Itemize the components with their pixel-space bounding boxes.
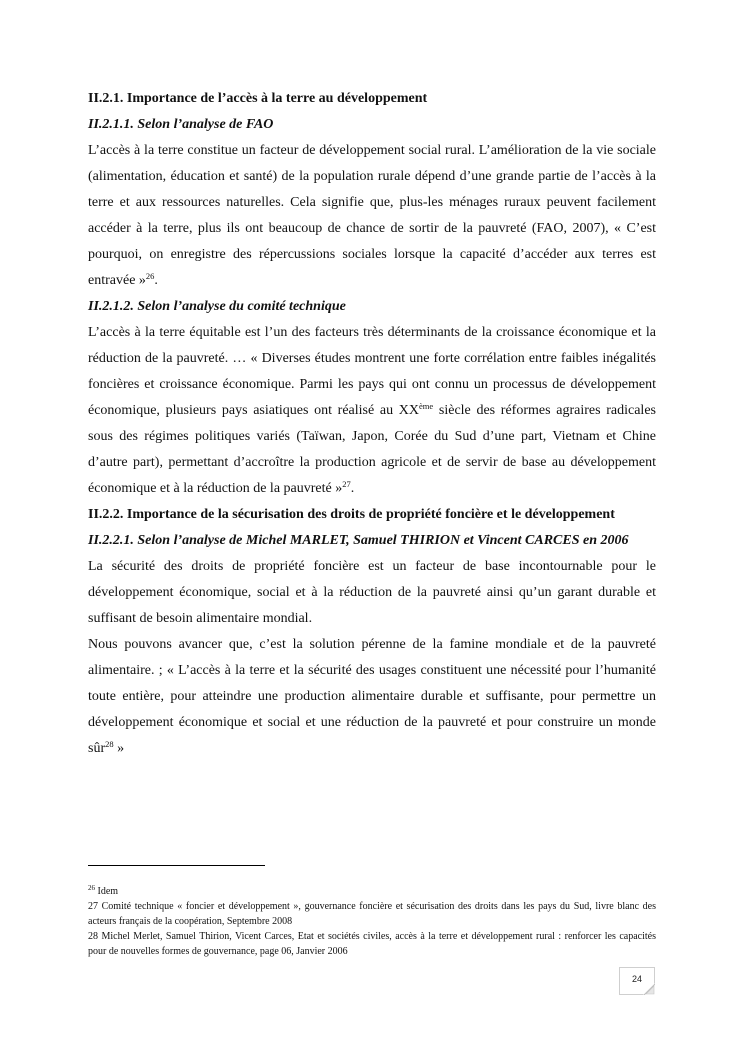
paragraph-comite-text-a: L’accès à la terre équitable est l’un des facteurs très déterminants de la croissance économique et la réduction de la pauvreté. … « Diverses études montrent une forte corrélation entre faibles inégalités foncières et croissance économique. Parmi les pays qui ont connu un processus de développement économique, plusieurs pays asiatiques ont réalisé au XX (88, 325, 656, 418)
paragraph-solution-text: Nous pouvons avancer que, c’est la solution pérenne de la famine mondiale et de la pauvreté alimentaire. ; « L’accès à la terre et la sécurité des usages constituent une nécessité pour l’humanité toute entière, pour atteindre une production alimentaire durable et suffisante, pour permettre un développement économique et social et une réduction de la pauvreté et pour construire un monde sûr (88, 637, 656, 756)
footnote-26 (88, 884, 656, 899)
paragraph-fao-end: . (154, 273, 158, 288)
paragraph-solution (88, 632, 656, 762)
paragraph-fao-text: L’accès à la terre constitue un facteur de développement social rural. L’amélioration de la vie sociale (alimentation, éducation et santé) de la population rurale dépend d’une grande partie de l’accès à la terre et aux ressources naturelles. Cela signifie que, plus-les ménages ruraux peuvent facilement accéder à la terre, plus ils ont beaucoup de chance de sortir de la pauvreté (FAO, 2007), « C’est pourquoi, on enregistre des répercussions sociales lorsque la capacité d’accéder aux terres est entravée » (88, 143, 656, 288)
document-body (88, 86, 656, 762)
paragraph-solution-end: » (113, 741, 125, 756)
footnote-ref-27[interactable]: 27 (342, 479, 351, 489)
footnote-26-number: 26 (88, 884, 95, 892)
footnote-ref-26[interactable]: 26 (145, 271, 155, 281)
paragraph-comite-end: . (350, 481, 355, 496)
footnote-26-text: Idem (95, 886, 119, 897)
subsection-heading-2-1-2: II.2.1.2. Selon l’analyse du comité technique (88, 299, 346, 314)
footnote-28: 28 Michel Merlet, Samuel Thirion, Vicent Carces, Etat et sociétés civiles, accès à la terre et développement rural : renforcer les capacités pour de nouvelles formes de gouvernance, page 06, Janvier 2006 (88, 931, 656, 957)
century-superscript: ème (419, 401, 434, 411)
page-number: 24 (631, 974, 642, 984)
subsection-heading-2-1-1: II.2.1.1. Selon l’analyse de FAO (88, 117, 274, 132)
subsection-heading-2-2-1: II.2.2.1. Selon l’analyse de Michel MARLET, Samuel THIRION et Vincent CARCES en 2006 (88, 533, 629, 548)
footnote-ref-28[interactable]: 28 (105, 739, 114, 749)
footnotes (88, 884, 656, 959)
page-curl-icon (643, 983, 655, 995)
paragraph-securite: La sécurité des droits de propriété foncière est un facteur de base incontournable pour le développement économique, social et à la réduction de la pauvreté ainsi qu’un garant durable et suffisant de besoin alimentaire mondial. (88, 559, 656, 626)
page-number-box (619, 967, 655, 995)
paragraph-comite-text-b: siècle des réformes agraires radicales sous des régimes politiques variés (Taïwan, Japon, Corée du Sud d’une part, Vietnam et Chine d’autre part), permettant d’accroître la production agricole et de servir de base au développement économique et à la réduction de la pauvreté » (88, 403, 656, 496)
section-heading-2-1: II.2.1. Importance de l’accès à la terre au développement (88, 91, 428, 106)
footnote-separator (88, 865, 265, 866)
paragraph-fao (88, 138, 656, 294)
paragraph-comite (88, 320, 656, 502)
section-heading-2-2: II.2.2. Importance de la sécurisation des droits de propriété foncière et le développement (88, 507, 615, 522)
footnote-27: 27 Comité technique « foncier et développement », gouvernance foncière et sécurisation des droits dans les pays du Sud, livre blanc des acteurs français de la coopération, Septembre 2008 (88, 901, 656, 927)
